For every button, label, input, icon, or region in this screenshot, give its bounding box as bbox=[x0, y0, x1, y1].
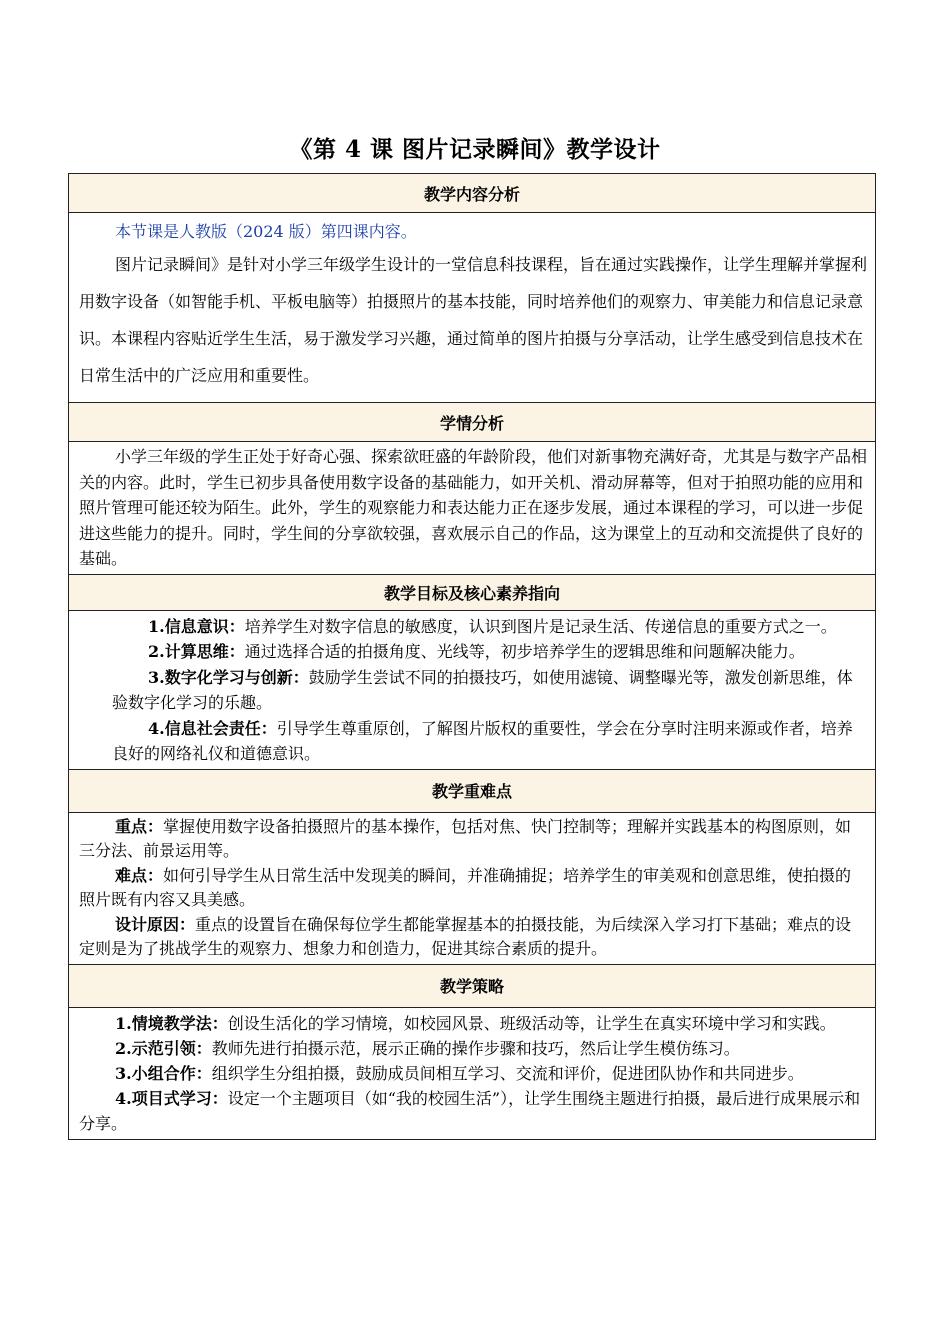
key-point-item: 设计原因：重点的设置旨在确保每位学生都能掌握基本的拍摄技能，为后续深入学习打下基础；难点的设定则是为了挑战学生的观察力、想象力和创造力，促进其综合素质的提升。 bbox=[79, 914, 852, 958]
key-point-item: 重点：掌握使用数字设备拍摄照片的基本操作，包括对焦、快门控制等；理解并实践基本的构图原则，如三分法、前景运用等。 bbox=[79, 816, 852, 860]
objective-item: 1.信息意识：培养学生对数字信息的敏感度，认识到图片是记录生活、传递信息的重要方式之一。 bbox=[148, 616, 837, 636]
body-paragraph: 小学三年级的学生正处于好奇心强、探索欲旺盛的年龄阶段，他们对新事物充满好奇，尤其是与数字产品相关的内容。此时，学生已初步具备使用数字设备的基础能力，如开关机、滑动屏幕等，但对于拍照功能的应用和照片管理可能还较为陌生。此外，学生的观察能力和表达能力正在逐步发展，通过本课程的学习，可以进一步促进这些能力的提升。同时，学生间的分享欲较强，喜欢展示自己的作品，这为课堂上的互动和交流提供了良好的基础。 bbox=[79, 447, 868, 568]
section-body-content-analysis bbox=[69, 213, 876, 403]
section-body-learner-analysis bbox=[69, 442, 876, 575]
section-title: 教学目标及核心素养指向 bbox=[383, 583, 560, 603]
lesson-plan-table bbox=[68, 173, 876, 1140]
section-body-objectives bbox=[69, 610, 876, 769]
strategy-item: 2.示范引领：教师先进行拍摄示范，展示正确的操作步骤和技巧，然后让学生模仿练习。 bbox=[115, 1038, 740, 1058]
objective-item: 2.计算思维：通过选择合适的拍摄角度、光线等，初步培养学生的逻辑思维和问题解决能力。 bbox=[148, 642, 805, 661]
section-title: 教学策略 bbox=[439, 977, 504, 996]
section-header-key-points bbox=[69, 769, 876, 812]
section-title: 学情分析 bbox=[439, 413, 504, 433]
section-title: 教学重难点 bbox=[431, 782, 512, 801]
section-title: 教学内容分析 bbox=[423, 184, 520, 204]
document-title: 《第 4 课 图片记录瞬间》教学设计 bbox=[289, 136, 661, 163]
objective-item: 3.数字化学习与创新：鼓励学生尝试不同的拍摄技巧，如使用滤镜、调整曝光等，激发创新思维，体验数字化学习的乐趣。 bbox=[112, 667, 853, 712]
section-header-content-analysis bbox=[69, 174, 876, 213]
section-body-key-points bbox=[69, 812, 876, 964]
body-paragraph: 图片记录瞬间》是针对小学三年级学生设计的一堂信息科技课程，旨在通过实践操作，让学生理解并掌握利用数字设备（如智能手机、平板电脑等）拍摄照片的基本技能，同时培养他们的观察力、审美能力和信息记录意识。本课程内容贴近学生生活，易于激发学习兴趣，通过简单的图片拍摄与分享活动，让学生感受到信息技术在日常生活中的广泛应用和重要性。 bbox=[79, 255, 868, 385]
objective-item: 4.信息社会责任：引导学生尊重原创，了解图片版权的重要性，学会在分享时注明来源或作者，培养良好的网络礼仪和道德意识。 bbox=[112, 718, 853, 763]
strategy-item: 3.小组合作：组织学生分组拍摄，鼓励成员间相互学习、交流和评价，促进团队协作和共同进步。 bbox=[115, 1063, 804, 1083]
section-header-learner-analysis bbox=[69, 403, 876, 442]
key-point-item: 难点：如何引导学生从日常生活中发现美的瞬间，并准确捕捉；培养学生的审美观和创意思维，使拍摄的照片既有内容又具美感。 bbox=[79, 865, 852, 909]
section-header-strategies bbox=[69, 964, 876, 1007]
section-body-strategies bbox=[69, 1007, 876, 1139]
section-header-objectives bbox=[69, 574, 876, 610]
strategy-item: 1.情境教学法：创设生活化的学习情境，如校园风景、班级活动等，让学生在真实环境中学习和实践。 bbox=[115, 1013, 836, 1033]
lead-paragraph: 本节课是人教版（2024 版）第四课内容。 bbox=[115, 222, 417, 241]
strategy-item: 4.项目式学习：设定一个主题项目（如“我的校园生活”），让学生围绕主题进行拍摄，最后进行成果展示和分享。 bbox=[79, 1088, 861, 1133]
